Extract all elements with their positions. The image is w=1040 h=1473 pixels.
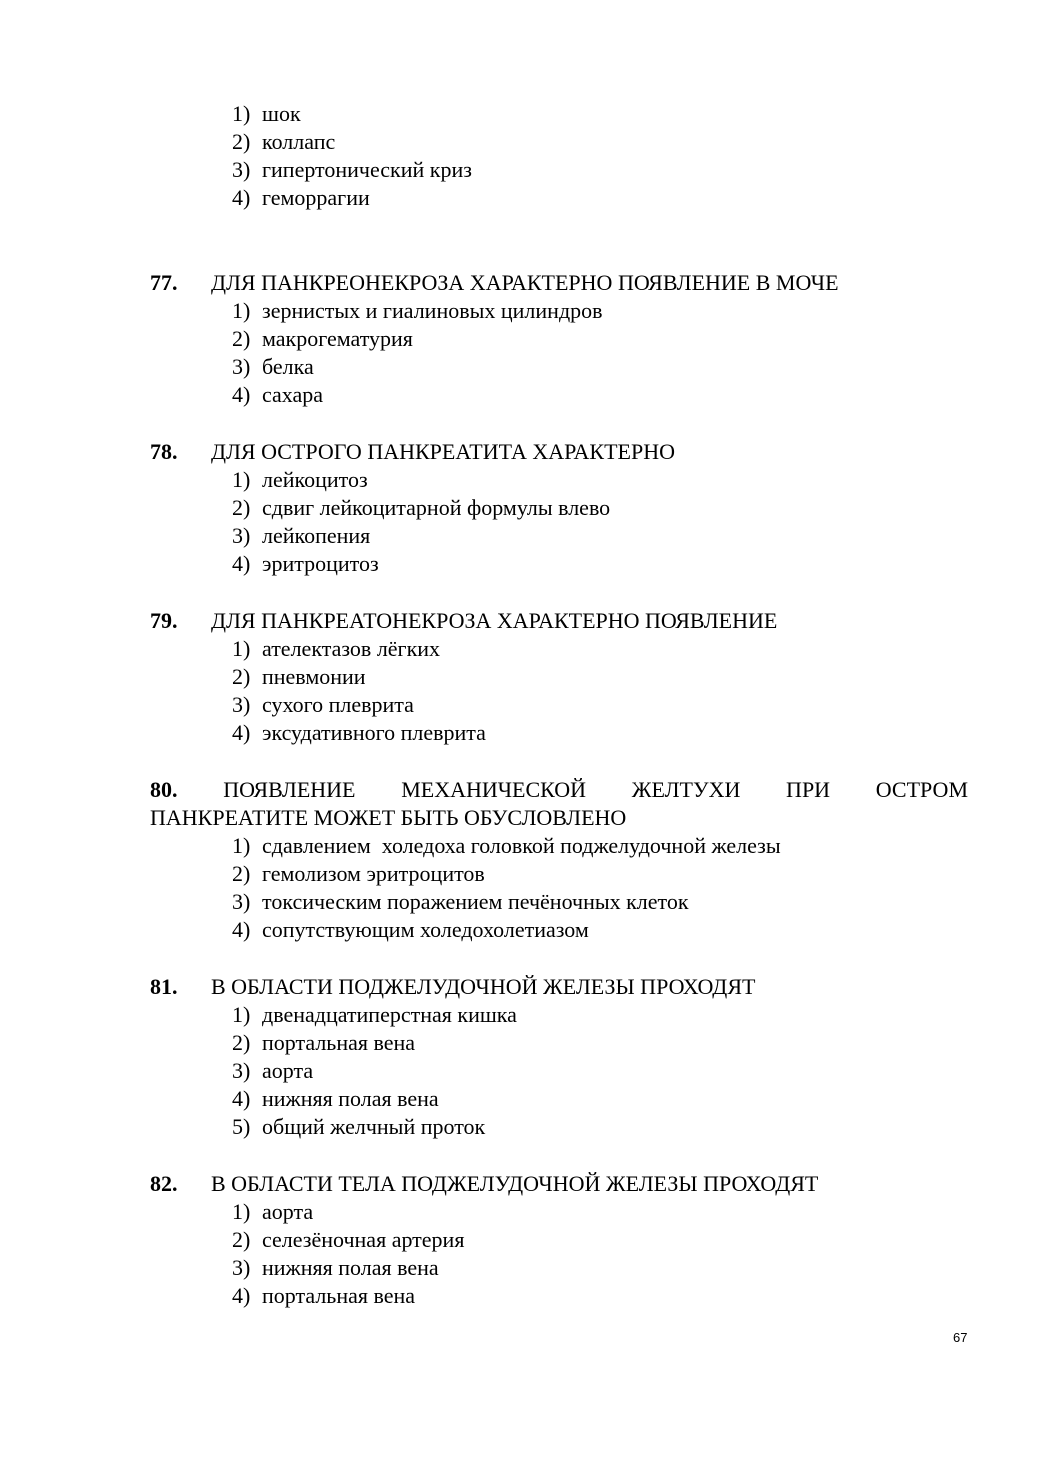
option-number: 1) — [232, 1002, 251, 1027]
option-number: 3) — [232, 692, 251, 717]
option-number: 2) — [232, 129, 251, 154]
question-number: 82. — [150, 1171, 178, 1196]
question-number: 81. — [150, 974, 178, 999]
option-text: двенадцатиперстная кишка — [262, 1002, 517, 1027]
option-number: 4) — [232, 1086, 251, 1111]
option-number: 3) — [232, 1255, 251, 1280]
option-number: 3) — [232, 354, 251, 379]
option-number: 5) — [232, 1114, 251, 1139]
option-text: гипертонический криз — [262, 157, 472, 182]
option-text: сдвиг лейкоцитарной формулы влево — [262, 495, 611, 520]
option-text: аорта — [262, 1058, 314, 1083]
question-text: В ОБЛАСТИ ТЕЛА ПОДЖЕЛУДОЧНОЙ ЖЕЛЕЗЫ ПРОХОДЯТ — [211, 1171, 819, 1196]
option-text: сухого плеврита — [262, 692, 414, 717]
question-number: 77. — [150, 270, 178, 295]
option-text: пневмонии — [262, 664, 366, 689]
option-number: 2) — [232, 1227, 251, 1252]
option-text: ателектазов лёгких — [262, 636, 441, 661]
option-text: гемолизом эритроцитов — [262, 861, 485, 886]
option-text: эксудативного плеврита — [262, 720, 486, 745]
question-text-continuation: ПАНКРЕАТИТЕ МОЖЕТ БЫТЬ ОБУСЛОВЛЕНО — [150, 805, 627, 830]
option-number: 2) — [232, 495, 251, 520]
option-number: 2) — [232, 326, 251, 351]
option-number: 4) — [232, 1283, 251, 1308]
question-80 — [150, 776, 968, 804]
option-text: сахара — [262, 382, 324, 407]
option-number: 4) — [232, 720, 251, 745]
question-number: 78. — [150, 439, 178, 464]
option-text: лейкопения — [262, 523, 371, 548]
option-text: сопутствующим холедохолетиазом — [262, 917, 589, 942]
option-text: сдавлением холедоха головкой поджелудочной железы — [262, 833, 781, 858]
option-number: 2) — [232, 861, 251, 886]
option-number: 2) — [232, 664, 251, 689]
option-text: коллапс — [262, 129, 336, 154]
option-number: 3) — [232, 889, 251, 914]
question-text: ДЛЯ ПАНКРЕАТОНЕКРОЗА ХАРАКТЕРНО ПОЯВЛЕНИЕ — [211, 608, 778, 633]
option-number: 1) — [232, 636, 251, 661]
option-text: макрогематурия — [262, 326, 413, 351]
question-text: ПОЯВЛЕНИЕ МЕХАНИЧЕСКОЙ ЖЕЛТУХИ ПРИ ОСТРОМ — [223, 777, 969, 802]
option-number: 4) — [232, 551, 251, 576]
option-text: геморрагии — [262, 185, 370, 210]
option-text: портальная вена — [262, 1030, 416, 1055]
option-text: аорта — [262, 1199, 314, 1224]
option-number: 4) — [232, 917, 251, 942]
option-text: портальная вена — [262, 1283, 416, 1308]
option-number: 1) — [232, 467, 251, 492]
option-number: 4) — [232, 185, 251, 210]
option-number: 2) — [232, 1030, 251, 1055]
question-text: В ОБЛАСТИ ПОДЖЕЛУДОЧНОЙ ЖЕЛЕЗЫ ПРОХОДЯТ — [211, 974, 756, 999]
option-number: 3) — [232, 523, 251, 548]
option-text: нижняя полая вена — [262, 1086, 439, 1111]
option-number: 1) — [232, 833, 251, 858]
option-text: эритроцитоз — [262, 551, 379, 576]
option-number: 1) — [232, 298, 251, 323]
option-text: зернистых и гиалиновых цилиндров — [262, 298, 603, 323]
question-number: 80. — [150, 777, 178, 802]
option-text: шок — [262, 101, 301, 126]
option-number: 3) — [232, 157, 251, 182]
question-text: ДЛЯ ОСТРОГО ПАНКРЕАТИТА ХАРАКТЕРНО — [211, 439, 675, 464]
option-text: токсическим поражением печёночных клеток — [262, 889, 689, 914]
question-text: ДЛЯ ПАНКРЕОНЕКРОЗА ХАРАКТЕРНО ПОЯВЛЕНИЕ В МОЧЕ — [211, 270, 839, 295]
option-text: лейкоцитоз — [262, 467, 368, 492]
question-number: 79. — [150, 608, 178, 633]
option-number: 3) — [232, 1058, 251, 1083]
option-text: общий желчный проток — [262, 1114, 486, 1139]
option-number: 1) — [232, 1199, 251, 1224]
option-number: 1) — [232, 101, 251, 126]
option-number: 4) — [232, 382, 251, 407]
option-text: белка — [262, 354, 314, 379]
option-text: нижняя полая вена — [262, 1255, 439, 1280]
option-text: селезёночная артерия — [262, 1227, 465, 1252]
page-number: 67 — [953, 1330, 968, 1345]
